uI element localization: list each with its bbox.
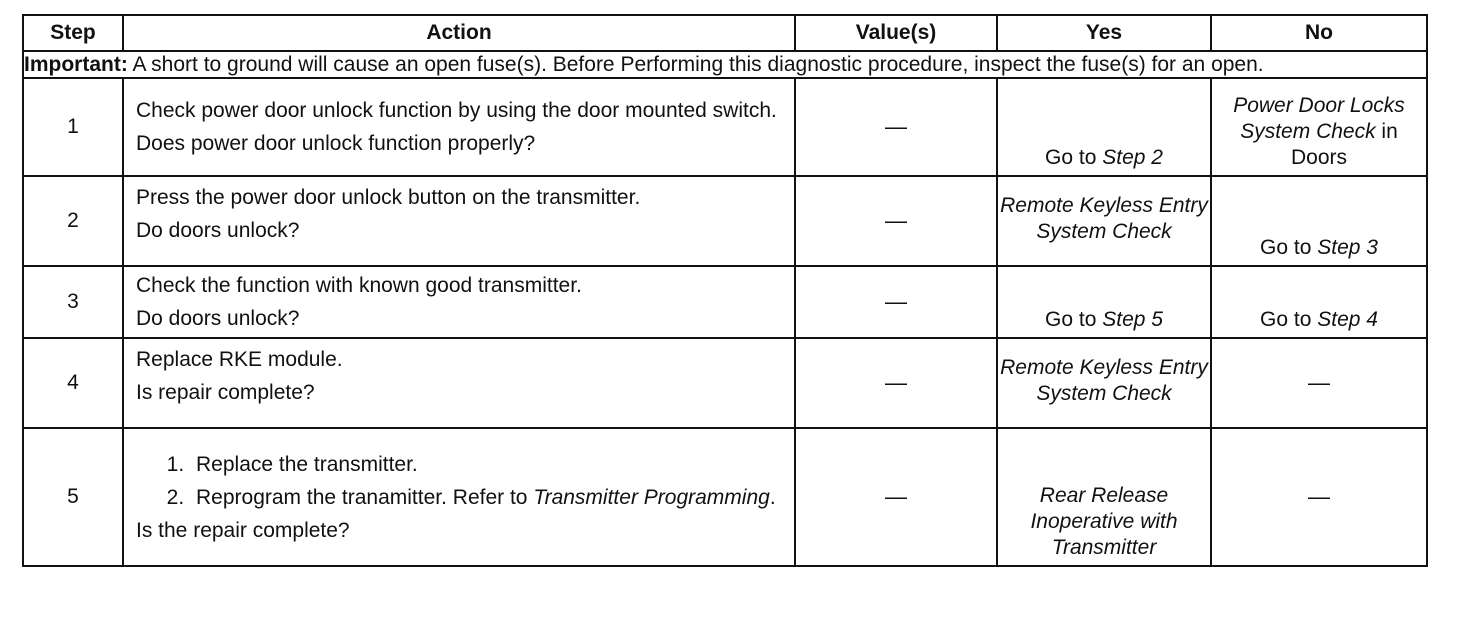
question-text: Do doors unlock? bbox=[136, 307, 300, 330]
yes-cell bbox=[997, 266, 1211, 338]
yes-cell bbox=[997, 176, 1211, 266]
action-text: Press the power door unlock button on the transmitter. bbox=[136, 186, 641, 209]
action-text: Replace RKE module. bbox=[136, 348, 343, 371]
no-cell: — bbox=[1211, 338, 1427, 428]
procedure-link[interactable]: Transmitter Programming bbox=[533, 485, 770, 509]
list-item bbox=[190, 485, 782, 510]
step-number: 1 bbox=[23, 78, 123, 176]
question-text: Is repair complete? bbox=[136, 381, 315, 404]
header-row bbox=[23, 15, 1427, 51]
no-cell bbox=[1211, 78, 1427, 176]
yes-cell bbox=[997, 338, 1211, 428]
action-cell bbox=[123, 338, 795, 428]
no-cell: — bbox=[1211, 428, 1427, 566]
table-row bbox=[23, 266, 1427, 338]
important-row bbox=[23, 51, 1427, 78]
action-step-suffix: . bbox=[769, 485, 776, 509]
yes-link[interactable]: Remote Keyless Entry System Check bbox=[1000, 356, 1208, 405]
header-action: Action bbox=[123, 15, 795, 51]
diagnostic-table bbox=[22, 14, 1428, 567]
question-text: Does power door unlock function properly? bbox=[136, 132, 536, 155]
no-prefix: Go to bbox=[1260, 236, 1318, 259]
action-text: Check power door unlock function by using the door mounted switch. bbox=[136, 99, 777, 122]
value-cell: — bbox=[795, 428, 997, 566]
yes-link[interactable]: Rear Release Inoperative with Transmitter bbox=[1030, 484, 1178, 559]
action-cell bbox=[123, 78, 795, 176]
yes-cell bbox=[997, 428, 1211, 566]
value-cell: — bbox=[795, 78, 997, 176]
no-cell bbox=[1211, 266, 1427, 338]
table-row bbox=[23, 176, 1427, 266]
table-row bbox=[23, 78, 1427, 176]
step-number: 4 bbox=[23, 338, 123, 428]
value-cell: — bbox=[795, 266, 997, 338]
header-yes: Yes bbox=[997, 15, 1211, 51]
yes-cell bbox=[997, 78, 1211, 176]
step-number: 5 bbox=[23, 428, 123, 566]
yes-link[interactable]: Step 5 bbox=[1102, 308, 1163, 331]
yes-prefix: Go to bbox=[1045, 308, 1103, 331]
action-steps-list bbox=[136, 452, 782, 510]
yes-prefix: Go to bbox=[1045, 146, 1103, 169]
important-label: Important: bbox=[24, 53, 128, 76]
no-link[interactable]: Step 4 bbox=[1317, 308, 1378, 331]
question-text: Is the repair complete? bbox=[136, 518, 350, 542]
important-text: A short to ground will cause an open fuse(s). Before Performing this diagnostic procedure, inspect the fuse(s) for an open. bbox=[127, 53, 1264, 76]
step-number: 3 bbox=[23, 266, 123, 338]
value-cell: — bbox=[795, 338, 997, 428]
action-step-text: Reprogram the tranamitter. Refer to bbox=[196, 485, 534, 509]
yes-link[interactable]: Step 2 bbox=[1102, 146, 1163, 169]
action-cell bbox=[123, 176, 795, 266]
header-values: Value(s) bbox=[795, 15, 997, 51]
question-text: Do doors unlock? bbox=[136, 219, 300, 242]
yes-link[interactable]: Remote Keyless Entry System Check bbox=[1000, 194, 1208, 243]
header-no: No bbox=[1211, 15, 1427, 51]
table-row bbox=[23, 338, 1427, 428]
value-cell: — bbox=[795, 176, 997, 266]
no-suffix: in Doors bbox=[1290, 120, 1398, 169]
no-cell bbox=[1211, 176, 1427, 266]
action-step-text: Replace the transmitter. bbox=[196, 452, 418, 476]
action-text: Check the function with known good transmitter. bbox=[136, 274, 582, 297]
step-number: 2 bbox=[23, 176, 123, 266]
no-link[interactable]: Step 3 bbox=[1317, 236, 1378, 259]
action-cell bbox=[123, 428, 795, 566]
table-row bbox=[23, 428, 1427, 566]
no-link[interactable]: Power Door Locks System Check bbox=[1233, 94, 1405, 143]
important-note bbox=[23, 51, 1427, 78]
list-item bbox=[190, 452, 782, 477]
header-step: Step bbox=[23, 15, 123, 51]
action-cell bbox=[123, 266, 795, 338]
no-prefix: Go to bbox=[1260, 308, 1318, 331]
